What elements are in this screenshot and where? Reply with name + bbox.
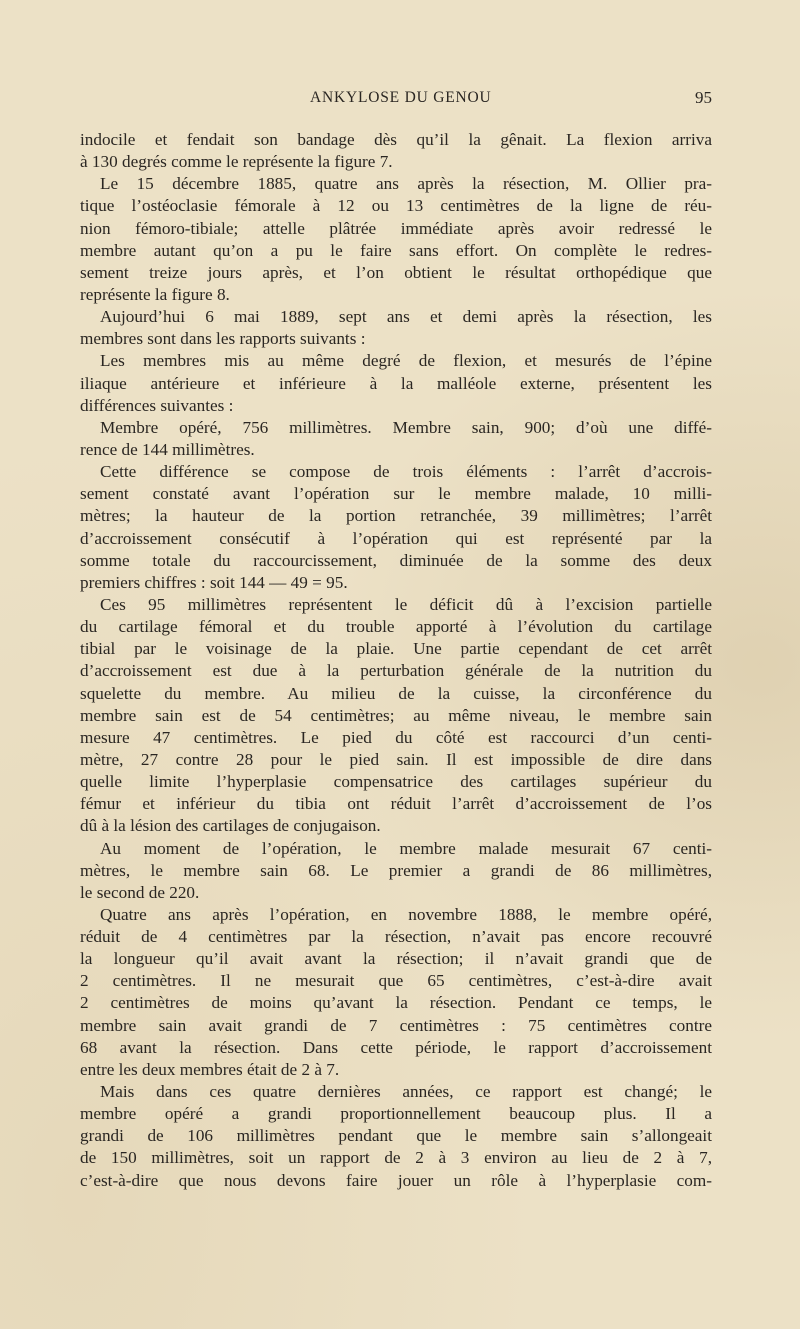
running-title: ANKYLOSE DU GENOU bbox=[310, 89, 492, 106]
text-line: 2 centimètres. Il ne mesurait que 65 centimètres, c’est-à-dire avait bbox=[80, 971, 712, 991]
text-line: tique l’ostéoclasie fémorale à 12 ou 13 centimètres de la ligne de réu- bbox=[80, 196, 712, 216]
text-line: Au moment de l’opération, le membre malade mesurait 67 centi- bbox=[100, 838, 712, 858]
page-number: 95 bbox=[695, 88, 712, 107]
text-line: quelle limite l’hyperplasie compensatrice des cartilages supérieur du bbox=[80, 772, 712, 792]
text-line: grandi de 106 millimètres pendant que le membre sain s’allongeait bbox=[80, 1126, 712, 1146]
text-line: squelette du membre. Au milieu de la cuisse, la circonférence du bbox=[80, 683, 712, 703]
text-line: c’est-à-dire que nous devons faire jouer un rôle à l’hyperplasie com- bbox=[80, 1170, 712, 1190]
text-line: entre les deux membres était de 2 à 7. bbox=[80, 1059, 340, 1079]
text-line: d’accroissement est due à la perturbation générale de la nutrition du bbox=[80, 661, 712, 681]
text-line: mètre, 27 contre 28 pour le pied sain. Il est impossible de dire dans bbox=[80, 749, 712, 769]
text-line: dû à la lésion des cartilages de conjugaison. bbox=[80, 816, 381, 836]
text-line: sement treize jours après, et l’on obtient le résultat orthopédique que bbox=[80, 262, 712, 282]
text-line: sement constaté avant l’opération sur le membre malade, 10 milli- bbox=[80, 484, 712, 504]
text-line: Mais dans ces quatre dernières années, ce rapport est changé; le bbox=[100, 1082, 712, 1102]
text-line: 68 avant la résection. Dans cette période, le rapport d’accroissement bbox=[80, 1037, 712, 1057]
text-line: 2 centimètres de moins qu’avant la résection. Pendant ce temps, le bbox=[80, 993, 712, 1013]
body-text bbox=[80, 129, 712, 1192]
text-line: tibial par le voisinage de la plaie. Une partie cependant de cet arrêt bbox=[80, 639, 712, 659]
text-line: membres sont dans les rapports suivants : bbox=[80, 329, 366, 349]
text-line: somme totale du raccourcissement, diminuée de la somme des deux bbox=[80, 550, 712, 570]
text-line: nion fémoro-tibiale; attelle plâtrée immédiate après avoir redressé le bbox=[80, 218, 712, 238]
text-line: réduit de 4 centimètres par la résection, n’avait pas encore recouvré bbox=[80, 927, 712, 947]
text-line: membre sain est de 54 centimètres; au même niveau, le membre sain bbox=[80, 705, 712, 725]
text-line: rence de 144 millimètres. bbox=[80, 439, 255, 459]
text-line: membre opéré a grandi proportionnellement beaucoup plus. Il a bbox=[80, 1104, 712, 1124]
text-line: iliaque antérieure et inférieure à la malléole externe, présentent les bbox=[80, 373, 712, 393]
text-line: fémur et inférieur du tibia ont réduit l’arrêt d’accroissement de l’os bbox=[80, 794, 712, 814]
text-line: membre sain avait grandi de 7 centimètres : 75 centimètres contre bbox=[80, 1015, 712, 1035]
text-line: du cartilage fémoral et du trouble apporté à l’évolution du cartilage bbox=[80, 617, 712, 637]
text-line: à 130 degrés comme le représente la figure 7. bbox=[80, 152, 393, 172]
text-line: Ces 95 millimètres représentent le déficit dû à l’excision partielle bbox=[100, 594, 712, 614]
text-line: Les membres mis au même degré de flexion, et mesurés de l’épine bbox=[100, 351, 712, 371]
text-line: premiers chiffres : soit 144 — 49 = 95. bbox=[80, 572, 348, 592]
text-line: membre autant qu’on a pu le faire sans effort. On complète le redres- bbox=[80, 240, 712, 260]
text-line: de 150 millimètres, soit un rapport de 2 à 3 environ au lieu de 2 à 7, bbox=[80, 1148, 712, 1168]
text-line: Aujourd’hui 6 mai 1889, sept ans et demi après la résection, les bbox=[100, 307, 712, 327]
text-line: différences suivantes : bbox=[80, 395, 234, 415]
text-line: d’accroissement consécutif à l’opération qui est représenté par la bbox=[80, 528, 712, 548]
text-line: Cette différence se compose de trois éléments : l’arrêt d’accrois- bbox=[100, 462, 712, 482]
page-header bbox=[80, 89, 712, 113]
text-line: indocile et fendait son bandage dès qu’il la gênait. La flexion arriva bbox=[80, 130, 712, 149]
text-line: mètres; la hauteur de la portion retranchée, 39 millimètres; l’arrêt bbox=[80, 506, 712, 526]
text-line: le second de 220. bbox=[80, 882, 200, 902]
text-line: la longueur qu’il avait avant la résection; il n’avait grandi que de bbox=[80, 949, 712, 969]
text-line: mesure 47 centimètres. Le pied du côté est raccourci d’un centi- bbox=[80, 727, 712, 747]
text-line: représente la figure 8. bbox=[80, 284, 230, 304]
text-line: Quatre ans après l’opération, en novembre 1888, le membre opéré, bbox=[100, 904, 712, 924]
text-line: mètres, le membre sain 68. Le premier a grandi de 86 millimètres, bbox=[80, 860, 712, 880]
text-line: Membre opéré, 756 millimètres. Membre sain, 900; d’où une diffé- bbox=[100, 417, 712, 437]
text-line: Le 15 décembre 1885, quatre ans après la résection, M. Ollier pra- bbox=[100, 174, 712, 194]
